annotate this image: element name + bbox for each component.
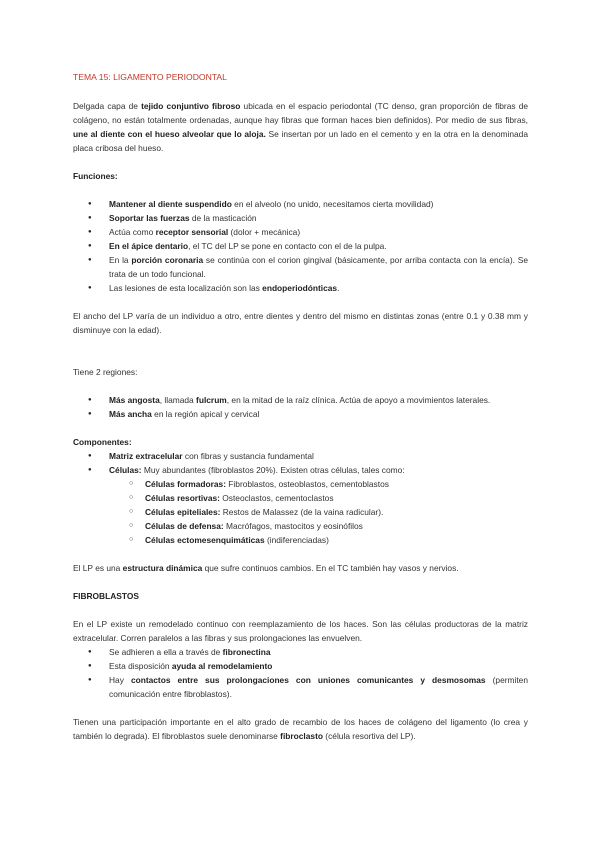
regiones-intro: Tiene 2 regiones:: [73, 367, 138, 377]
list-item: ● Más angosta, llamada fulcrum, en la mitad de la raíz clínica. Actúa de apoyo a movimientos laterales.: [73, 393, 528, 407]
list-item: ○ Células formadoras: Fibroblastos, osteoblastos, cementoblastos: [73, 477, 528, 491]
list-item: ● Las lesiones de esta localización son las endoperiodónticas.: [73, 281, 528, 295]
funciones-list: [73, 197, 528, 295]
fibroblastos-list: [73, 645, 528, 701]
regiones-list: [73, 393, 528, 421]
list-item: ● Más ancha en la región apical y cervical: [73, 407, 528, 421]
intro-paragraph: Delgada capa de tejido conjuntivo fibroso ubicada en el espacio periodontal (TC denso, gran proporción de fibras de colágeno, no están totalmente ordenadas, aunque hay fibras que forman haces bien definidos). Por medio de sus fibras, une al diente con el hueso alveolar que lo aloja. Se insertan por un lado en el cemento y en la otra en la denominada placa cribosa del hueso.: [73, 101, 529, 153]
list-item: ○ Células epiteliales: Restos de Malassez (de la vaina radicular).: [73, 505, 528, 519]
funciones-heading: Funciones:: [73, 171, 118, 181]
list-item: ● En el ápice dentario, el TC del LP se pone en contacto con el de la pulpa.: [73, 239, 528, 253]
celulas-sublist: [73, 477, 528, 547]
componentes-list: [73, 449, 528, 477]
list-item: ● Actúa como receptor sensorial (dolor + mecánica): [73, 225, 528, 239]
list-item: ○ Células ectomesenquimáticas (indiferenciadas): [73, 533, 528, 547]
list-item: ● Se adhieren a ella a través de fibronectina: [73, 645, 528, 659]
list-item: ● Células: Muy abundantes (fibroblastos 20%). Existen otras células, tales como:: [73, 463, 528, 477]
recambio-paragraph: Tienen una participación importante en el alto grado de recambio de los haces de colágeno del ligamento (lo crea y también lo degrada). El fibroblastos suele denominarse fibroclasto (célula resortiva del LP).: [73, 717, 528, 741]
list-item: ● Hay contactos entre sus prolongaciones con uniones comunicantes y desmosomas (permiten comunicación entre fibroblastos).: [73, 673, 528, 701]
page-title: TEMA 15: LIGAMENTO PERIODONTAL: [73, 72, 227, 82]
ancho-paragraph: El ancho del LP varía de un individuo a otro, entre dientes y dentro del mismo en distintas zonas (entre 0.1 y 0.38 mm y disminuye con la edad).: [73, 311, 528, 335]
document-page: [73, 70, 528, 743]
list-item: ○ Células de defensa: Macrófagos, mastocitos y eosinófilos: [73, 519, 528, 533]
list-item: ○ Células resortivas: Osteoclastos, cementoclastos: [73, 491, 528, 505]
list-item: ● Soportar las fuerzas de la masticación: [73, 211, 528, 225]
dinamica-paragraph: El LP es una estructura dinámica que sufre continuos cambios. En el TC también hay vasos y nervios.: [73, 563, 459, 573]
list-item: ● Mantener al diente suspendido en el alveolo (no unido, necesitamos cierta movilidad): [73, 197, 528, 211]
list-item: ● En la porción coronaria se continúa con el corion gingival (básicamente, por arriba contacta con la encía). Se trata de un todo funcional.: [73, 253, 528, 281]
list-item: ● Esta disposición ayuda al remodelamiento: [73, 659, 528, 673]
fibroblastos-paragraph: En el LP existe un remodelado continuo con reemplazamiento de los haces. Son las células productoras de la matriz extracelular. Corren paralelos a las fibras y sus prolongaciones las envuelven.: [73, 619, 528, 643]
list-item: ● Matriz extracelular con fibras y sustancia fundamental: [73, 449, 528, 463]
componentes-heading: Componentes:: [73, 437, 132, 447]
fibroblastos-heading: FIBROBLASTOS: [73, 591, 139, 601]
